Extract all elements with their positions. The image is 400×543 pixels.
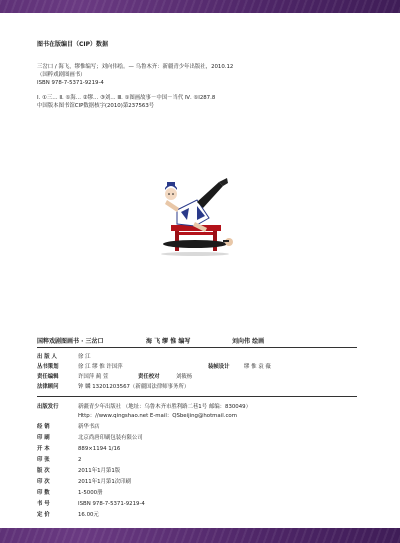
proof-label: 责任校对	[138, 374, 160, 380]
pub-label: 出版发行	[37, 404, 59, 410]
cip-line-2: （国粹戏剧图画书）	[37, 72, 86, 78]
cip-line-5: 中国版本图书馆CIP数据核字(2010)第237563号	[37, 103, 155, 109]
web-value: Http：//www.qingshao.net E-mail：QSbeijing@hotmail.com	[78, 413, 237, 419]
info-value: 2011年1月第1次印刷	[78, 479, 131, 485]
planner-names: 徐 江 缪 惟 许国萍	[78, 364, 123, 370]
info-value: ISBN 978-7-5371-9219-4	[78, 501, 145, 507]
design-names: 缪 惟 袁 薇	[244, 364, 271, 370]
info-label: 印 次	[37, 479, 50, 485]
info-value: 16.00元	[78, 512, 99, 518]
info-value: 新华书店	[78, 424, 100, 430]
cip-heading: 图书在版编目（CIP）数据	[37, 41, 109, 48]
info-label: 印 张	[37, 457, 50, 463]
info-label: 印 刷	[37, 435, 50, 441]
info-label: 开 本	[37, 446, 50, 452]
cip-line-3: ISBN 978-7-5371-9219-4	[37, 80, 104, 86]
series-illustrator: 刘向伟 绘画	[232, 338, 265, 345]
info-label: 经 销	[37, 424, 50, 430]
publisher-label: 出 版 人	[37, 354, 57, 360]
info-value: 889×1194 1/16	[78, 446, 121, 452]
planner-label: 丛书策划	[37, 364, 59, 370]
info-label: 印 数	[37, 490, 50, 496]
info-value: 2	[78, 457, 82, 463]
top-decorative-band	[0, 0, 400, 13]
pub-value: 新疆青少年出版社 （地址：乌鲁木齐市胜利路二巷1号 邮编：830049）	[78, 404, 251, 410]
info-value: 北京尚唐印刷包装有限公司	[78, 435, 143, 441]
divider-top	[37, 347, 357, 348]
publisher-name: 徐 江	[78, 354, 91, 360]
opera-figures-illustration	[137, 170, 247, 260]
info-value: 2011年1月第1版	[78, 468, 121, 474]
divider-bottom	[37, 396, 357, 397]
editor-label: 责任编辑	[37, 374, 59, 380]
info-value: 1-5000册	[78, 490, 103, 496]
series-authors: 海 飞 缪 惟 编写	[146, 338, 191, 345]
legal-value: 钟 麟 13201203567（新疆国法律师事务所）	[78, 384, 190, 390]
cip-line-4: Ⅰ. ①三… Ⅱ. ①海… ②缪… ③刘… Ⅲ. ①图画故事－中国－当代 Ⅳ. ①I287.8	[37, 95, 216, 101]
legal-label: 法律顾问	[37, 384, 59, 390]
design-label: 装帧设计	[208, 364, 230, 370]
bottom-decorative-band	[0, 528, 400, 543]
info-label: 版 次	[37, 468, 50, 474]
info-label: 书 号	[37, 501, 50, 507]
info-label: 定 价	[37, 512, 50, 518]
editor-names: 许国萍 蔺 萱	[78, 374, 109, 380]
cip-line-1: 三岔口 / 海飞，缪惟编写；刘向伟绘。— 乌鲁木齐：新疆青少年出版社，2010.12	[37, 64, 234, 70]
proof-name: 刘筱杨	[176, 374, 193, 380]
series-title: 国粹戏剧图画书 · 三岔口	[37, 338, 104, 345]
